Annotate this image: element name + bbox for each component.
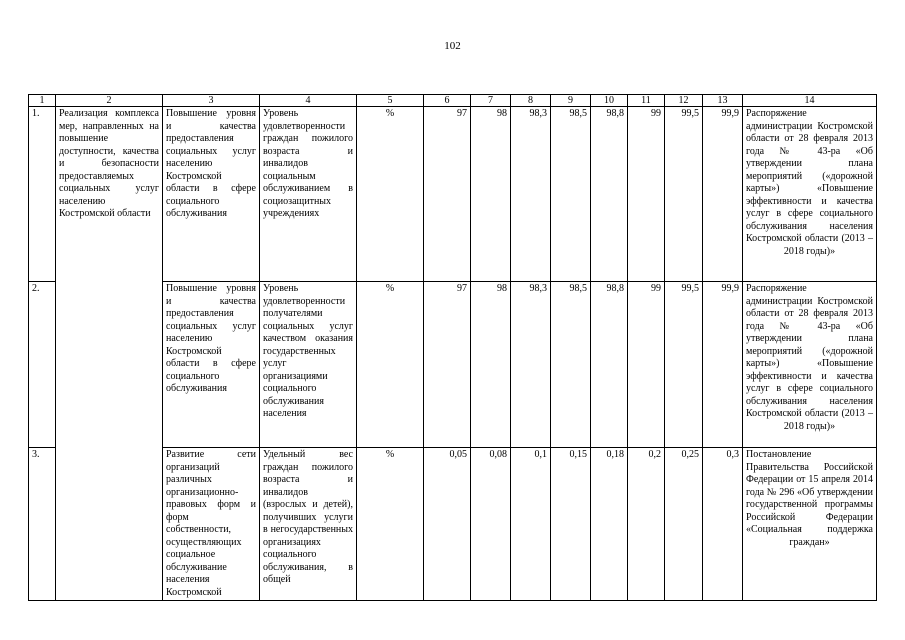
value-cell: 98 [471,282,511,448]
value-cell: 99 [628,282,665,448]
column-number: 13 [703,95,743,107]
column-number: 12 [665,95,703,107]
value-cell: 0,08 [471,448,511,601]
value-cell: 97 [424,107,471,282]
value-cell: 98,5 [551,282,591,448]
column-number: 14 [743,95,877,107]
column-number: 2 [56,95,163,107]
unit-cell: % [357,448,424,601]
column-number: 5 [357,95,424,107]
value-cell: 0,15 [551,448,591,601]
value-cell: 0,2 [628,448,665,601]
table-row [29,107,877,282]
column-number: 8 [511,95,551,107]
column-numbers-row [29,95,877,107]
row-number: 2. [29,282,56,448]
column-number: 9 [551,95,591,107]
value-cell: 0,1 [511,448,551,601]
page-number: 102 [444,40,461,52]
value-cell: 98,3 [511,107,551,282]
indicator-cell: Уровень удовлетворенности граждан пожилого возраста и инвалидов социальным обслуживанием в социозащитных учреждениях [260,107,357,282]
indicator-cell: Уровень удовлетворенности получателями социальных услуг качеством оказания государственных услуг организациями социального обслуживания населения [260,282,357,448]
indicator-cell: Удельный вес граждан пожилого возраста и инвалидов (взрослых и детей), получивших услуги в негосударственных организациях социального обслуживания, в общей [260,448,357,601]
column-number: 10 [591,95,628,107]
legal-basis-cell: Постановление Правительства Российской Федерации от 15 апреля 2014 года № 296 «Об утверждении государственной программы Российской Федерации «Социальная поддержка граждан» [743,448,877,601]
unit-cell: % [357,282,424,448]
column-number: 4 [260,95,357,107]
value-cell: 99,9 [703,282,743,448]
column-number: 3 [163,95,260,107]
value-cell: 98,5 [551,107,591,282]
row-number: 1. [29,107,56,282]
value-cell: 97 [424,282,471,448]
value-cell: 99,5 [665,282,703,448]
column-number: 6 [424,95,471,107]
value-cell: 0,05 [424,448,471,601]
measure-cell: Повышение уровня и качества предоставления социальных услуг населению Костромской области в сфере социального обслуживания [163,107,260,282]
measure-cell: Развитие сети организаций различных организационно-правовых форм и форм собственности, осуществляющих социальное обслуживание населения Костромской [163,448,260,601]
legal-basis-cell: Распоряжение администрации Костромской области от 28 февраля 2013 года № 43-ра «Об утверждении плана мероприятий («дорожной карты») «Повышение эффективности и качества услуг в сфере социального обслуживания населения Костромской области (2013 – 2018 годы)» [743,282,877,448]
unit-cell: % [357,107,424,282]
legal-basis-cell: Распоряжение администрации Костромской области от 28 февраля 2013 года № 43-ра «Об утверждении плана мероприятий («дорожной карты») «Повышение эффективности и качества услуг в сфере социального обслуживания населения Костромской области (2013 – 2018 годы)» [743,107,877,282]
value-cell: 99,9 [703,107,743,282]
column-number: 11 [628,95,665,107]
column-number: 1 [29,95,56,107]
value-cell: 98 [471,107,511,282]
task-description: Реализация комплекса мер, направленных на повышение доступности, качества и безопасности предоставляемых социальных услуг населению Костромской области [56,107,163,601]
measure-cell: Повышение уровня и качества предоставления социальных услуг населению Костромской области в сфере социального обслуживания [163,282,260,448]
value-cell: 98,8 [591,282,628,448]
row-number: 3. [29,448,56,601]
value-cell: 99,5 [665,107,703,282]
indicators-table [28,94,877,601]
column-number: 7 [471,95,511,107]
value-cell: 0,18 [591,448,628,601]
value-cell: 98,8 [591,107,628,282]
value-cell: 0,25 [665,448,703,601]
value-cell: 99 [628,107,665,282]
value-cell: 0,3 [703,448,743,601]
value-cell: 98,3 [511,282,551,448]
